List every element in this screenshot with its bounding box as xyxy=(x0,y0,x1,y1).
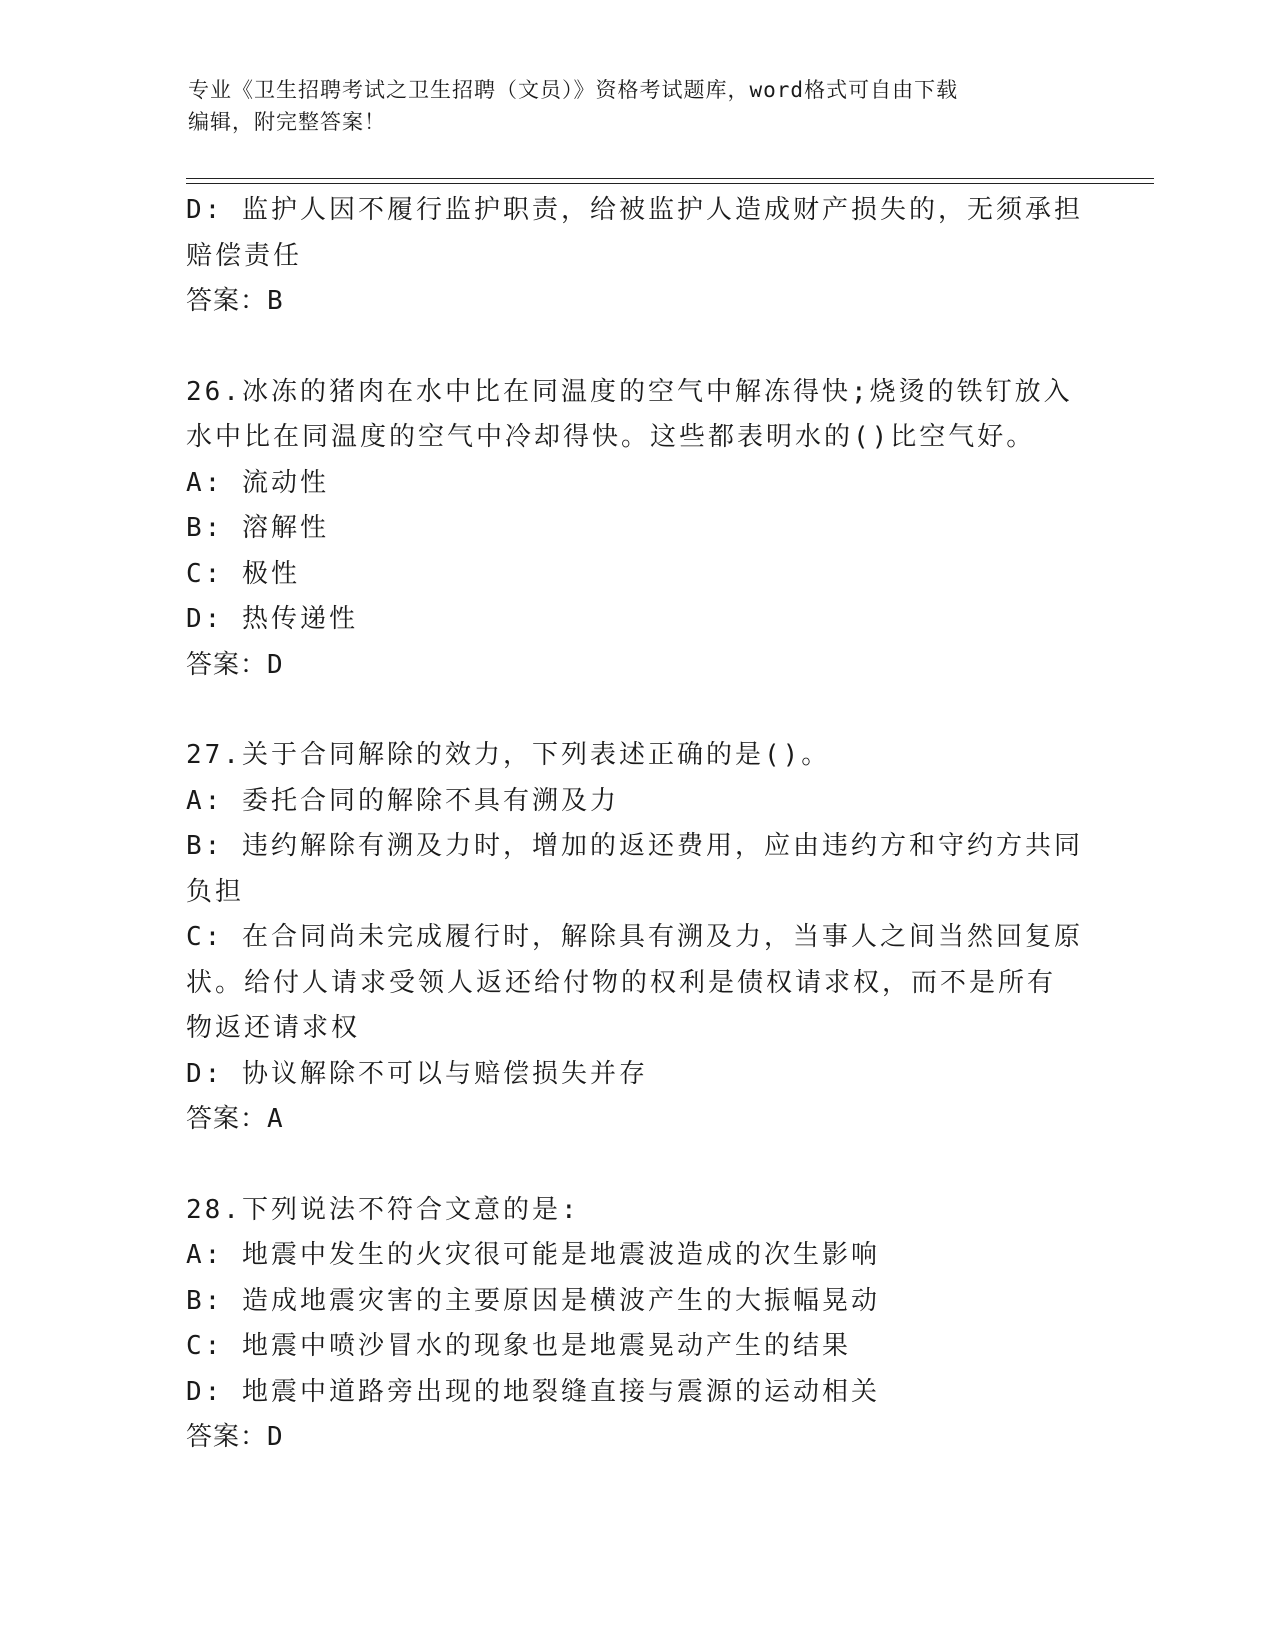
option-d: D: 热传递性 xyxy=(186,604,358,634)
option-a: A: 地震中发生的火灾很可能是地震波造成的次生影响 xyxy=(186,1240,880,1270)
header-divider xyxy=(186,178,1154,179)
option-b-continued: 负担 xyxy=(186,876,245,907)
option-c: C: 地震中喷沙冒水的现象也是地震晃动产生的结果 xyxy=(186,1331,851,1361)
option-d: D: 地震中道路旁出现的地裂缝直接与震源的运动相关 xyxy=(186,1376,880,1407)
header-line: 编辑，附完整答案！ xyxy=(188,110,386,134)
option-c: C: 极性 xyxy=(186,558,300,589)
question-26 xyxy=(186,370,1086,689)
answer-text: 答案：A xyxy=(186,1104,284,1134)
option-c-continued: 物返还请求权 xyxy=(186,1013,361,1043)
option-b: B: 违约解除有溯及力时，增加的返还费用，应由违约方和守约方共同 xyxy=(186,831,1083,861)
question-stem: 27.关于合同解除的效力，下列表述正确的是()。 xyxy=(186,740,831,770)
option-c-continued: 状。给付人请求受领人返还给付物的权利是债权请求权，而不是所有 xyxy=(186,967,1057,998)
question-stem: 28.下列说法不符合文意的是: xyxy=(186,1194,580,1225)
option-d: D: 协议解除不可以与赔偿损失并存 xyxy=(186,1058,648,1089)
answer-text: 答案：B xyxy=(186,286,284,316)
question-stem: 水中比在同温度的空气中冷却得快。这些都表明水的()比空气好。 xyxy=(186,422,1036,452)
question-28 xyxy=(186,1188,1086,1461)
option-a: A: 流动性 xyxy=(186,467,329,498)
question-27 xyxy=(186,733,1086,1143)
answer-text: 答案：D xyxy=(186,649,284,680)
question-list xyxy=(186,188,1086,1461)
option-text: 赔偿责任 xyxy=(186,240,303,271)
header-line: 专业《卫生招聘考试之卫生招聘（文员）》资格考试题库，word格式可自由下载 xyxy=(188,78,959,102)
option-text: D: 监护人因不履行监护职责，给被监护人造成财产损失的，无须承担 xyxy=(186,195,1083,225)
option-b: B: 造成地震灾害的主要原因是横波产生的大振幅晃动 xyxy=(186,1285,880,1316)
document-header xyxy=(188,74,1068,138)
header-divider xyxy=(186,183,1154,184)
question-stem: 26.冰冻的猪肉在水中比在同温度的空气中解冻得快;烧烫的铁钉放入 xyxy=(186,376,1073,407)
answer-text: 答案：D xyxy=(186,1422,284,1452)
option-c: C: 在合同尚未完成履行时，解除具有溯及力，当事人之间当然回复原 xyxy=(186,922,1083,952)
option-b: B: 溶解性 xyxy=(186,513,329,543)
option-a: A: 委托合同的解除不具有溯及力 xyxy=(186,785,619,816)
